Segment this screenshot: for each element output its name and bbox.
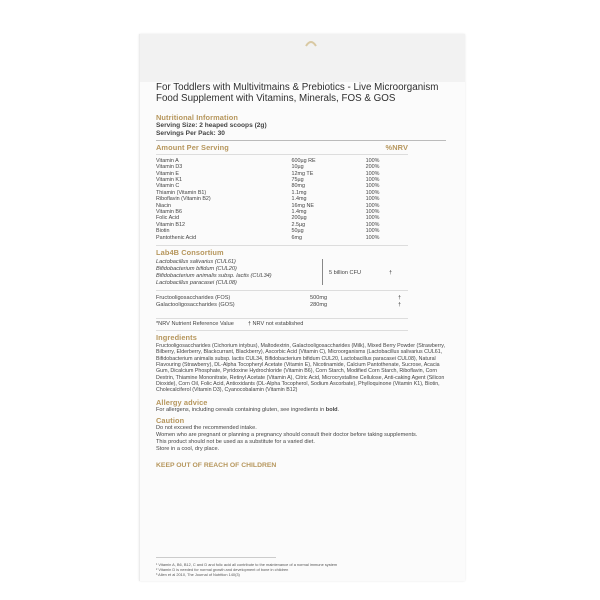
vitamin-name: Thiamin (Vitamin B1) <box>156 189 207 196</box>
vitamin-name: Vitamin B6 <box>156 209 182 216</box>
vitamin-name: Vitamin C <box>156 183 180 190</box>
consortium-dagger: † <box>389 269 393 276</box>
vitamin-amount: 80mg <box>291 183 306 190</box>
footnote-divider <box>156 557 276 558</box>
vitamin-amount: 2.5µg <box>291 221 306 228</box>
vitamin-nrv: 100% <box>365 177 380 184</box>
strain-item: Bifidobacterium animalis subsp. lactis (CUL34) <box>156 273 272 280</box>
prebiotic-amount: 500mg <box>310 295 328 302</box>
vitamin-amount: 200µg <box>291 215 307 222</box>
vitamin-nrv: 200% <box>365 164 380 171</box>
strain-list <box>156 259 316 287</box>
label-content <box>156 82 446 469</box>
divider <box>156 245 408 246</box>
footnote: ¹ Vitamin A, B6, B12, C and D and folic acid all contribute to the maintenance of a normal immune system <box>156 562 338 567</box>
prebiotic-name: Galactooligosaccharides (GOS) <box>156 302 235 309</box>
footnotes <box>156 562 446 577</box>
nrv-column-label: %NRV <box>385 142 408 152</box>
vitamin-nrv: 100% <box>365 196 380 203</box>
prebiotic-mark: † <box>398 302 402 309</box>
keep-out-warning: KEEP OUT OF REACH OF CHILDREN <box>156 462 277 470</box>
consortium-amount: 5 billion CFU <box>329 269 362 276</box>
vitamin-amount: 1.1mg <box>291 189 307 196</box>
caution-line: This product should not be used as a substitute for a varied diet. <box>156 439 315 446</box>
footnote: ³ Allen et al 2010, The Journal of Nutrition 140(3) <box>156 572 240 577</box>
allergy-title: Allergy advice <box>156 398 208 408</box>
allergy-text <box>156 407 446 414</box>
vitamin-amount: 10µg <box>291 164 304 171</box>
vitamin-nrv: 100% <box>365 189 380 196</box>
vitamin-amount: 50µg <box>291 228 304 235</box>
prebiotic-row <box>156 302 446 309</box>
vitamin-nrv: 100% <box>365 183 380 190</box>
ingredients-title: Ingredients <box>156 333 197 343</box>
prebiotic-name: Fructooligosaccharides (FOS) <box>156 295 231 302</box>
allergy-text-end: . <box>337 407 340 414</box>
divider <box>156 330 408 331</box>
divider <box>156 290 408 291</box>
nutrition-title: Nutritional Information <box>156 113 238 123</box>
prebiotic-amount: 280mg <box>310 302 328 309</box>
vitamin-name: Vitamin K1 <box>156 177 182 184</box>
vitamin-nrv: 100% <box>365 221 380 228</box>
prebiotic-rows <box>156 295 446 309</box>
vitamin-name: Biotin <box>156 228 170 235</box>
vitamin-nrv: 100% <box>365 234 380 241</box>
vitamin-nrv: 100% <box>365 202 380 209</box>
serving-size: Serving Size: 2 heaped scoops (2g) <box>156 122 267 130</box>
supplement-box-back <box>139 34 465 581</box>
caution-text <box>156 425 446 453</box>
vitamin-name: Vitamin D3 <box>156 164 183 171</box>
divider <box>156 318 408 319</box>
vitamin-nrv: 100% <box>365 170 380 177</box>
servings-per-pack: Servings Per Pack: 30 <box>156 130 225 137</box>
vitamin-nrv: 100% <box>365 209 380 216</box>
nrv-legend <box>156 321 446 328</box>
nrv-legend-text: *NRV Nutrient Reference Value <box>156 321 234 328</box>
vitamin-amount: 75µg <box>291 177 304 184</box>
amount-header-row <box>156 143 408 152</box>
footnote: ² Vitamin D is needed for normal growth and development of bone in children <box>156 567 289 572</box>
vitamin-name: Pantothenic Acid <box>156 234 197 241</box>
vitamin-nrv: 100% <box>365 228 380 235</box>
vitamin-name: Vitamin B12 <box>156 221 185 228</box>
prebiotic-row <box>156 295 446 302</box>
allergy-text-start: For allergens, including cereals containing gluten, see ingredients in <box>156 407 326 414</box>
divider <box>156 154 408 155</box>
vitamin-amount: 6mg <box>291 234 303 241</box>
box-top-flap <box>140 34 465 82</box>
vitamin-amount: 1.4mg <box>291 209 307 216</box>
dagger-legend-text: † NRV not established <box>247 321 304 328</box>
caution-title: Caution <box>156 416 185 426</box>
product-headline: For Toddlers with Multivitmains & Prebiotics - Live Microorganism Food Supplement with Vitamins, Minerals, FOS & GOS <box>156 82 439 105</box>
strain-item: Lactobacillus salivarius (CUL61) <box>156 259 236 266</box>
ingredients-text: Fructooligosaccharides (Cichorium intybus), Maltodextrin, Galactooligosaccharides (Milk), Mixed Berry Powder (Strawberry, Bilberry, Elderberry, Blackcurrant, Blackberry), Ascorbic Acid (Vitamin C), Microorganisms (Lactobacillus salivarius CUL61, Bifidobacterium animalis subsp. lactis CUL34, Bifidobacterium bifidum CUL20, Lactobacillus paracasei CUL08), Natural Flavouring (Strawberry), DL-Alpha Tocopheryl Acetate (Vitamin E), Nicotinamide, Calcium Pantothenate, Sucrose, Acacia Gum, Dicalcium Phosphate, Pyridoxine Hydrochloride (Vitamin B6), Corn Starch, Modified Corn Starch, Riboflavin, Corn Dextrin, Thiamine Mononitrate, Retinyl Acetate (Vitamin A), Citric Acid, Microcrystalline Cellulose, Anti-caking Agent (Silicon Dioxide), Corn Oil, Folic Acid, Antioxidants (DL-Alpha Tocopherol, Sodium Ascorbate), Phylloquinone (Vitamin K1), Biotin, Cholecalciferol (Vitamin D3), Cyanocobalamin (Vitamin B12) <box>156 343 445 394</box>
vitamin-nrv: 100% <box>365 215 380 222</box>
vitamin-name: Folic Acid <box>156 215 180 222</box>
consortium-block <box>156 259 446 287</box>
caution-line: Store in a cool, dry place. <box>156 446 220 453</box>
vitamin-name: Riboflavin (Vitamin B2) <box>156 196 211 203</box>
vitamin-name: Vitamin A <box>156 157 179 164</box>
vitamin-name: Niacin <box>156 202 171 209</box>
vitamin-amount: 12mg TE <box>291 170 314 177</box>
vitamin-amount: 16mg NE <box>291 202 314 209</box>
vitamin-nrv: 100% <box>365 157 380 164</box>
caution-line: Do not exceed the recommended intake. <box>156 425 257 432</box>
vitamin-table <box>156 158 408 241</box>
vitamin-amount: 1.4mg <box>291 196 307 203</box>
amount-per-serving-label: Amount Per Serving <box>156 142 229 152</box>
divider <box>156 140 446 141</box>
prebiotic-mark: † <box>398 295 402 302</box>
brand-logo-icon <box>304 38 318 48</box>
vitamin-amount: 600µg RE <box>291 157 316 164</box>
strain-item: Bifidobacterium bifidum (CUL20) <box>156 266 237 273</box>
allergy-text-bold: bold <box>325 407 338 414</box>
vitamin-row <box>156 235 408 241</box>
vitamin-name: Vitamin E <box>156 170 179 177</box>
nutrition-header <box>156 114 446 137</box>
strain-bracket <box>316 259 323 285</box>
strain-item: Lactobacillus paracasei (CUL08) <box>156 280 237 287</box>
caution-line: Women who are pregnant or planning a pregnancy should consult their doctor before taking supplements. <box>156 432 418 439</box>
consortium-title: Lab4B Consortium <box>156 248 224 258</box>
